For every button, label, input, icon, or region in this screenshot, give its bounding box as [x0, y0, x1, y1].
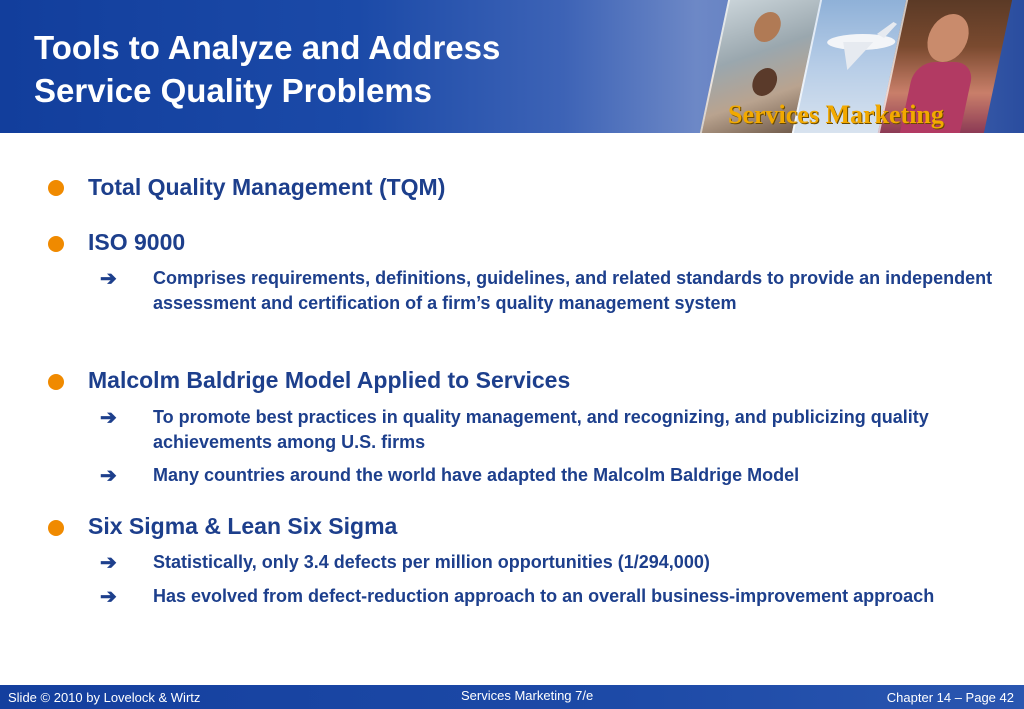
footer-book-title: Services Marketing 7/e: [461, 688, 594, 703]
brand-logo-text: Services Marketing: [728, 100, 944, 129]
arrow-right-icon: ➔: [100, 586, 117, 608]
slide-title-line-1: Tools to Analyze and Address: [34, 29, 501, 66]
arrow-right-icon: ➔: [100, 268, 117, 290]
footer-bar: [0, 685, 1024, 709]
arrow-right-icon: ➔: [100, 465, 117, 487]
arrow-right-icon: ➔: [100, 552, 117, 574]
arrow-right-icon: ➔: [100, 407, 117, 429]
orange-dot-icon: [48, 374, 64, 390]
bullet-item-six-sigma: Six Sigma & Lean Six Sigma: [88, 513, 398, 539]
slide-title-line-2: Service Quality Problems: [34, 72, 433, 109]
title-band: [0, 0, 1024, 133]
sub-bullet-baldrige-2: Many countries around the world have adapted the Malcolm Baldrige Model: [153, 465, 800, 485]
athlete-head: [750, 68, 780, 96]
footer-page-number: Chapter 14 – Page 42: [886, 690, 1014, 705]
orange-dot-icon: [48, 180, 64, 196]
sub-bullet-six-sigma-2: Has evolved from defect-reduction approach to an overall business-improvement approach: [153, 586, 935, 606]
bullet-item-tqm: Total Quality Management (TQM): [88, 174, 446, 200]
trainer-head: [751, 12, 783, 42]
bullet-item-iso-9000: ISO 9000: [88, 229, 186, 255]
footer-copyright: Slide © 2010 by Lovelock & Wirtz: [8, 690, 201, 705]
orange-dot-icon: [48, 520, 64, 536]
bullet-item-baldrige: Malcolm Baldrige Model Applied to Services: [88, 367, 571, 393]
sub-bullet-iso-9000: Comprises requirements, definitions, guidelines, and related standards to provide an independent assessment and certification of a firm’s quality management system: [153, 268, 993, 313]
sub-bullet-baldrige-1: To promote best practices in quality management, and recognizing, and publicizing quality achievements among U.S. firms: [153, 407, 929, 452]
sub-bullet-six-sigma-1: Statistically, only 3.4 defects per million opportunities (1/294,000): [153, 552, 710, 572]
orange-dot-icon: [48, 236, 64, 252]
slide-title: [34, 26, 654, 112]
woman-head: [923, 14, 973, 62]
